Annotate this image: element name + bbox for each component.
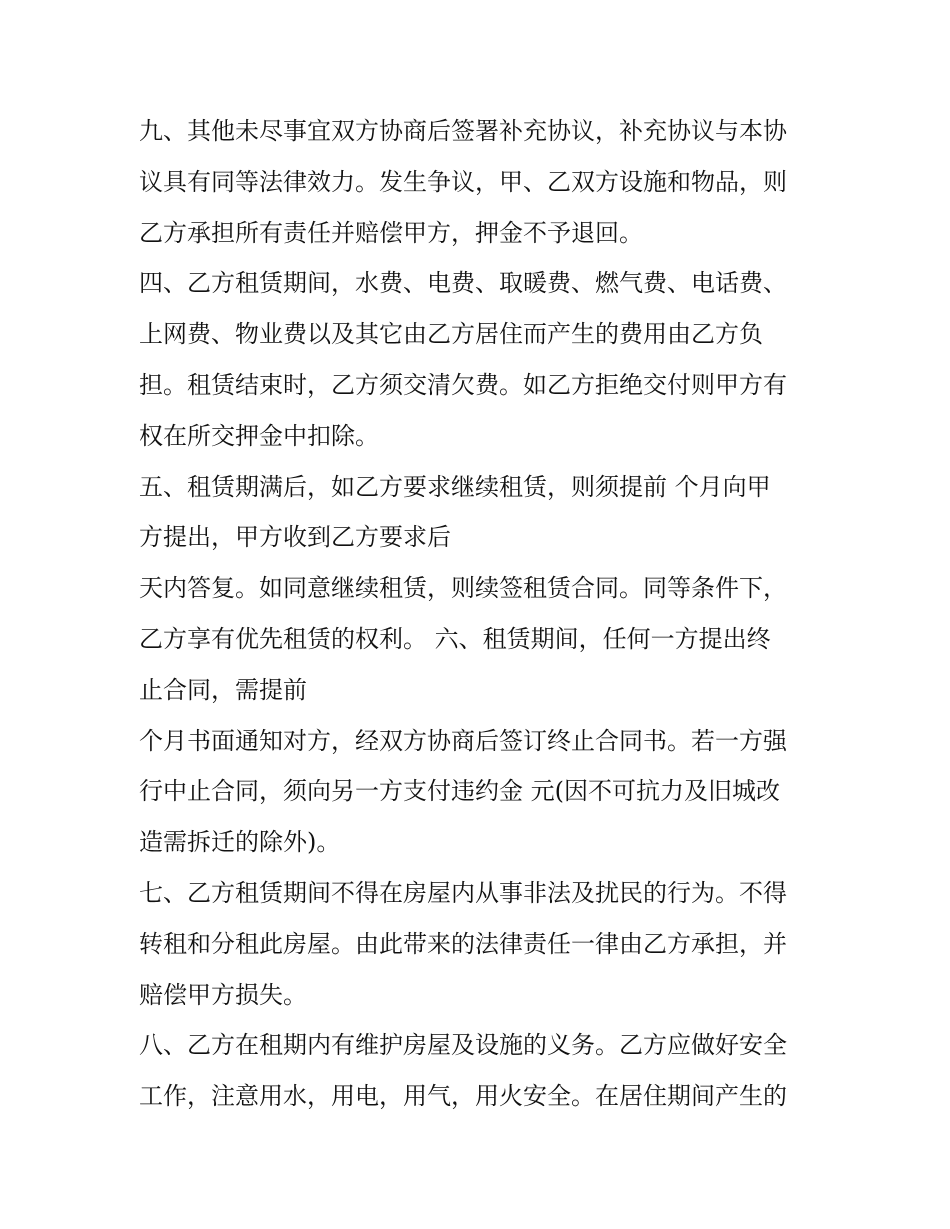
text-line: 七、乙方租赁期间不得在房屋内从事非法及扰民的行为。不得 xyxy=(139,878,787,907)
text-line: 五、租赁期满后，如乙方要求继续租赁，则须提前 个月向甲 xyxy=(139,472,771,501)
contract-text xyxy=(139,106,839,1122)
text-line: 上网费、物业费以及其它由乙方居住而产生的费用由乙方负 xyxy=(139,320,763,349)
text-line: 工作，注意用水，用电，用气，用火安全。在居住期间产生的 xyxy=(139,1082,787,1111)
text-line: 四、乙方租赁期间，水费、电费、取暖费、燃气费、电话费、 xyxy=(139,269,787,298)
text-line: 乙方承担所有责任并赔偿甲方，押金不予退回。 xyxy=(139,218,643,247)
text-line: 方提出，甲方收到乙方要求后 xyxy=(139,523,451,552)
text-line: 八、乙方在租期内有维护房屋及设施的义务。乙方应做好安全 xyxy=(139,1031,787,1060)
text-line: 议具有同等法律效力。发生争议，甲、乙双方设施和物品，则 xyxy=(139,167,787,196)
text-line: 担。租赁结束时，乙方须交清欠费。如乙方拒绝交付则甲方有 xyxy=(139,370,787,399)
text-line: 九、其他未尽事宜双方协商后签署补充协议，补充协议与本协 xyxy=(139,117,787,145)
text-line: 天内答复。如同意继续租赁，则续签租赁合同。同等条件下， xyxy=(139,574,787,603)
text-line: 个月书面通知对方，经双方协商后签订终止合同书。若一方强 xyxy=(139,726,787,755)
text-line: 赔偿甲方损失。 xyxy=(139,980,307,1009)
text-line: 乙方享有优先租赁的权利。 六、租赁期间，任何一方提出终 xyxy=(139,624,771,653)
text-line: 权在所交押金中扣除。 xyxy=(139,421,379,450)
text-line: 转租和分租此房屋。由此带来的法律责任一律由乙方承担，并 xyxy=(139,929,787,958)
text-line: 行中止合同，须向另一方支付违约金 元(因不可抗力及旧城改 xyxy=(139,777,780,806)
text-line: 造需拆迁的除外)。 xyxy=(139,828,341,857)
text-line: 止合同，需提前 xyxy=(139,675,307,704)
